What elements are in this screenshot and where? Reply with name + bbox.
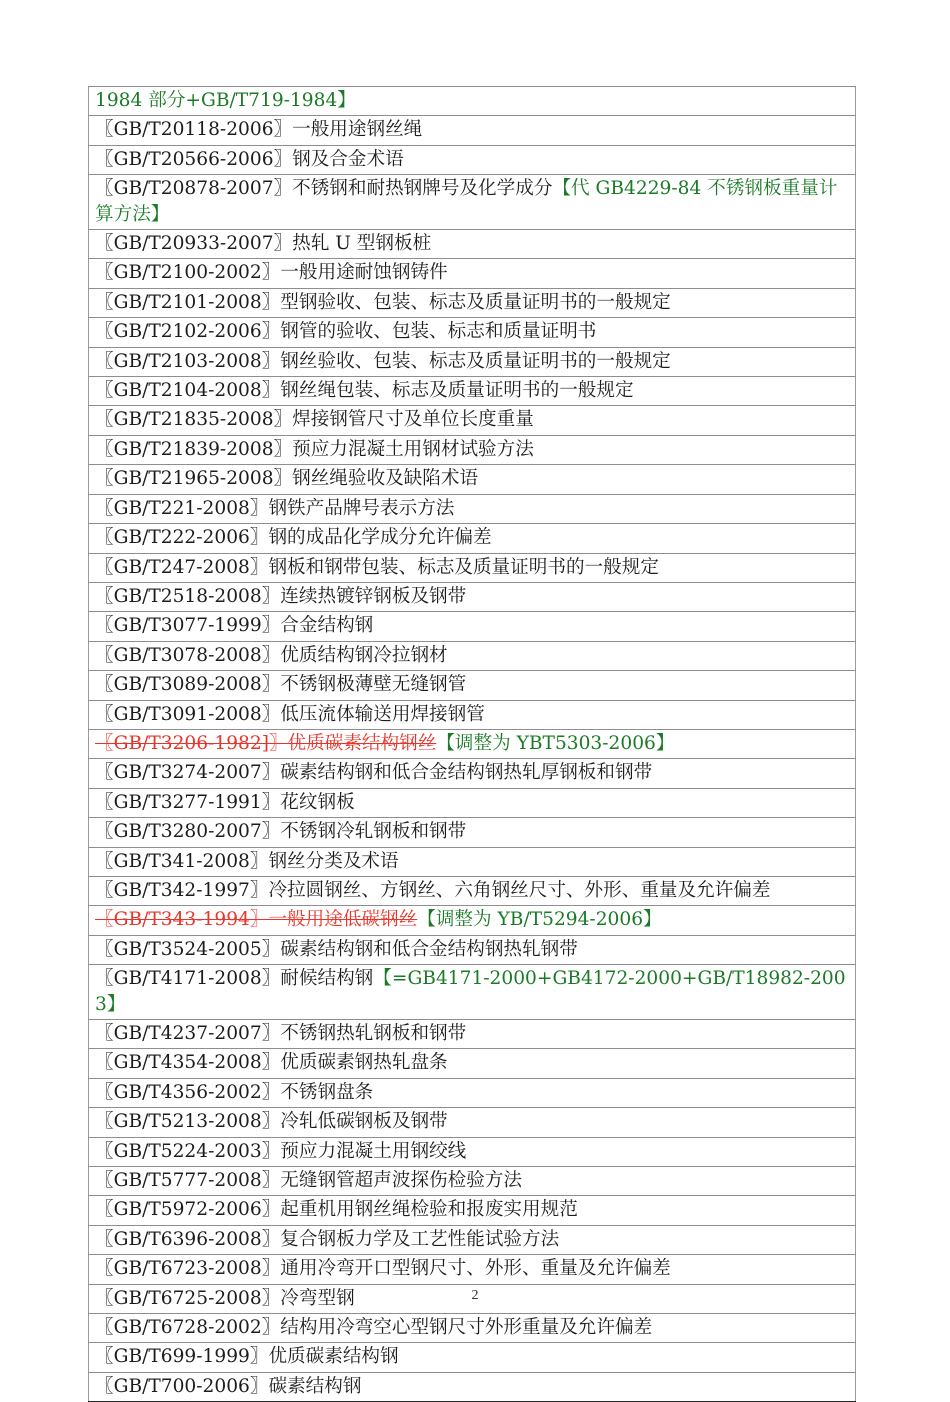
standard-text: 〖GB/T4356-2002〗不锈钢盘条	[95, 1081, 374, 1103]
standard-text: 〖GB/T700-2006〗碳素结构钢	[95, 1375, 362, 1397]
standards-table	[88, 86, 856, 1402]
standard-entry-cell	[89, 288, 856, 317]
standard-text: 〖GB/T2518-2008〗连续热镀锌钢板及钢带	[95, 585, 467, 607]
standard-entry-cell	[89, 465, 856, 494]
standard-entry-cell	[89, 1049, 856, 1078]
standard-text: 〖GB/T2104-2008〗钢丝绳包装、标志及质量证明书的一般规定	[95, 380, 634, 402]
table-row	[89, 1020, 856, 1049]
standard-entry-cell	[89, 935, 856, 964]
standard-text: 〖GB/T221-2008〗钢铁产品牌号表示方法	[95, 497, 455, 519]
table-row	[89, 1343, 856, 1372]
table-row	[89, 494, 856, 523]
standard-entry-cell	[89, 377, 856, 406]
table-row	[89, 582, 856, 611]
table-row	[89, 116, 856, 145]
standard-entry-cell	[89, 700, 856, 729]
table-row	[89, 175, 856, 230]
standard-text: 〖GB/T21835-2008〗焊接钢管尺寸及单位长度重量	[95, 409, 534, 431]
standard-text: 〖GB/T3524-2005〗碳素结构钢和低合金结构钢热轧钢带	[95, 938, 578, 960]
table-row	[89, 1196, 856, 1225]
standard-text: 〖GB/T247-2008〗钢板和钢带包装、标志及质量证明书的一般规定	[95, 556, 659, 578]
standard-text: 〖GB/T5777-2008〗无缝钢管超声波探伤检验方法	[95, 1170, 523, 1192]
table-row	[89, 406, 856, 435]
table-row	[89, 465, 856, 494]
table-row	[89, 524, 856, 553]
table-row	[89, 700, 856, 729]
table-row	[89, 1255, 856, 1284]
standard-entry-cell	[89, 1314, 856, 1343]
table-row	[89, 259, 856, 288]
table-row	[89, 145, 856, 174]
standard-entry-cell	[89, 641, 856, 670]
standard-text: 〖GB/T3280-2007〗不锈钢冷轧钢板和钢带	[95, 821, 467, 843]
standard-text: 〖GB/T20118-2006〗一般用途钢丝绳	[95, 119, 423, 141]
standard-entry-cell	[89, 1167, 856, 1196]
standard-entry-cell	[89, 116, 856, 145]
standard-text: 〖GB/T2103-2008〗钢丝验收、包装、标志及质量证明书的一般规定	[95, 350, 671, 372]
annotation-text: 【调整为 YBT5303-2006】	[436, 732, 675, 754]
standard-text: 〖GB/T3274-2007〗碳素结构钢和低合金结构钢热轧厚钢板和钢带	[95, 762, 653, 784]
page-number: 2	[471, 1288, 479, 1303]
table-row	[89, 876, 856, 905]
table-row	[89, 729, 856, 758]
table-row	[89, 965, 856, 1020]
standard-entry-cell	[89, 818, 856, 847]
annotation-text: 【调整为 YB/T5294-2006】	[417, 909, 662, 931]
table-row	[89, 1372, 856, 1401]
standard-entry-cell	[89, 1225, 856, 1254]
standard-text: 〖GB/T5213-2008〗冷轧低碳钢板及钢带	[95, 1111, 448, 1133]
standard-entry-cell	[89, 1372, 856, 1401]
standard-entry-cell	[89, 788, 856, 817]
standards-table-body	[89, 87, 856, 1402]
table-row	[89, 1314, 856, 1343]
table-row	[89, 612, 856, 641]
standard-entry-cell	[89, 406, 856, 435]
standard-text: 〖GB/T341-2008〗钢丝分类及术语	[95, 850, 399, 872]
standard-text: 〖GB/T6723-2008〗通用冷弯开口型钢尺寸、外形、重量及允许偏差	[95, 1258, 671, 1280]
standard-entry-cell	[89, 671, 856, 700]
table-row	[89, 377, 856, 406]
table-row	[89, 759, 856, 788]
deprecated-standard-text: 〖GB/T343-1994〗一般用途低碳钢丝	[95, 909, 418, 931]
standard-entry-cell	[89, 1137, 856, 1166]
table-row	[89, 347, 856, 376]
standard-entry-cell	[89, 435, 856, 464]
table-row	[89, 935, 856, 964]
standard-entry-cell	[89, 876, 856, 905]
standard-entry-cell	[89, 1078, 856, 1107]
standard-entry-cell	[89, 1255, 856, 1284]
table-row	[89, 288, 856, 317]
standard-text: 〖GB/T5972-2006〗起重机用钢丝绳检验和报废实用规范	[95, 1199, 578, 1221]
table-row	[89, 671, 856, 700]
standard-entry-cell	[89, 729, 856, 758]
table-row	[89, 1167, 856, 1196]
standard-entry-cell	[89, 230, 856, 259]
table-row	[89, 906, 856, 935]
standard-text: 〖GB/T6396-2008〗复合钢板力学及工艺性能试验方法	[95, 1228, 560, 1250]
standard-text: 〖GB/T4237-2007〗不锈钢热轧钢板和钢带	[95, 1023, 467, 1044]
table-row	[89, 318, 856, 347]
standard-entry-cell	[89, 145, 856, 174]
annotation-text: 【=GB4171-2000+GB4172-2000+GB/T18982-2003】	[95, 968, 846, 1015]
standard-entry-cell	[89, 87, 856, 116]
standard-text: 〖GB/T6725-2008〗冷弯型钢	[95, 1287, 355, 1309]
standard-entry-cell	[89, 259, 856, 288]
standard-text: 〖GB/T3091-2008〗低压流体输送用焊接钢管	[95, 703, 485, 725]
annotation-text: 【代 GB4229-84 不锈钢板重量计算方法】	[95, 178, 838, 225]
table-row	[89, 788, 856, 817]
standard-text: 〖GB/T3078-2008〗优质结构钢冷拉钢材	[95, 644, 448, 666]
standard-text: 〖GB/T20566-2006〗钢及合金术语	[95, 148, 404, 170]
standard-entry-cell	[89, 347, 856, 376]
standard-text: 〖GB/T5224-2003〗预应力混凝土用钢绞线	[95, 1140, 467, 1162]
standard-text: 〖GB/T6728-2002〗结构用冷弯空心型钢尺寸外形重量及允许偏差	[95, 1317, 653, 1339]
standard-entry-cell	[89, 553, 856, 582]
standard-text: 〖GB/T2101-2008〗型钢验收、包装、标志及质量证明书的一般规定	[95, 291, 671, 313]
standard-entry-cell	[89, 847, 856, 876]
table-row	[89, 553, 856, 582]
table-row	[89, 230, 856, 259]
standard-entry-cell	[89, 524, 856, 553]
annotation-text: 1984 部分+GB/T719-1984】	[95, 90, 356, 111]
standard-entry-cell	[89, 175, 856, 230]
table-row	[89, 1108, 856, 1137]
standard-text: 〖GB/T21839-2008〗预应力混凝土用钢材试验方法	[95, 438, 534, 460]
table-row	[89, 1049, 856, 1078]
standard-text: 〖GB/T2100-2002〗一般用途耐蚀钢铸件	[95, 262, 448, 284]
table-row	[89, 847, 856, 876]
standard-text: 〖GB/T3277-1991〗花纹钢板	[95, 791, 355, 813]
table-row	[89, 1225, 856, 1254]
table-row	[89, 641, 856, 670]
standard-text: 〖GB/T222-2006〗钢的成品化学成分允许偏差	[95, 527, 492, 549]
standard-entry-cell	[89, 965, 856, 1020]
standard-entry-cell	[89, 612, 856, 641]
standard-text: 〖GB/T20878-2007〗不锈钢和耐热钢牌号及化学成分	[95, 178, 553, 200]
table-row	[89, 87, 856, 116]
standard-entry-cell	[89, 1020, 856, 1049]
standard-text: 〖GB/T4171-2008〗耐候结构钢	[95, 968, 374, 990]
deprecated-standard-text: 〖GB/T3206-1982]〗优质碳素结构钢丝	[95, 732, 437, 754]
standard-text: 〖GB/T342-1997〗冷拉圆钢丝、方钢丝、六角钢丝尺寸、外形、重量及允许偏差	[95, 879, 771, 901]
standard-entry-cell	[89, 1343, 856, 1372]
standard-entry-cell	[89, 494, 856, 523]
table-row	[89, 818, 856, 847]
standard-entry-cell	[89, 1196, 856, 1225]
standard-entry-cell	[89, 759, 856, 788]
standard-text: 〖GB/T4354-2008〗优质碳素钢热轧盘条	[95, 1052, 448, 1074]
standard-text: 〖GB/T20933-2007〗热轧 U 型钢板桩	[95, 233, 432, 255]
table-row	[89, 435, 856, 464]
standard-entry-cell	[89, 906, 856, 935]
standard-text: 〖GB/T2102-2006〗钢管的验收、包装、标志和质量证明书	[95, 321, 597, 343]
standard-text: 〖GB/T3089-2008〗不锈钢极薄壁无缝钢管	[95, 674, 467, 696]
standard-text: 〖GB/T21965-2008〗钢丝绳验收及缺陷术语	[95, 468, 479, 490]
standard-entry-cell	[89, 1108, 856, 1137]
standard-entry-cell	[89, 318, 856, 347]
table-row	[89, 1137, 856, 1166]
standard-entry-cell	[89, 582, 856, 611]
table-row	[89, 1078, 856, 1107]
standard-text: 〖GB/T699-1999〗优质碳素结构钢	[95, 1346, 399, 1368]
standard-text: 〖GB/T3077-1999〗合金结构钢	[95, 615, 374, 637]
